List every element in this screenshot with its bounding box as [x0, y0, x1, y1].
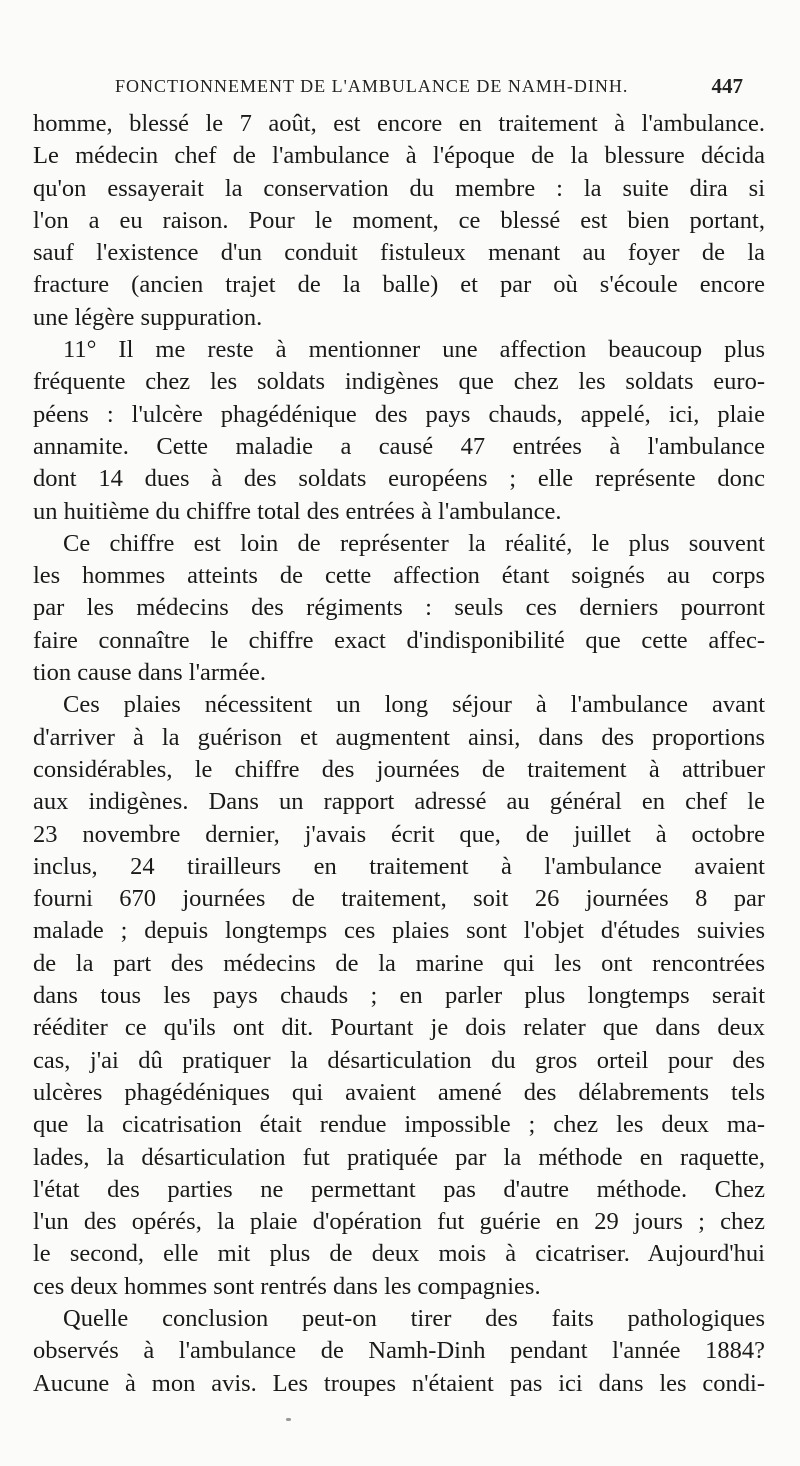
text-line: d'arriver à la guérison et augmentent ainsi, dans des proportions: [33, 723, 765, 751]
text-line: tion cause dans l'armée.: [33, 659, 266, 687]
text-line: une légère suppuration.: [33, 303, 263, 331]
text-line: de la part des médecins de la marine qui les ont rencontrées: [33, 949, 765, 977]
text-line: aux indigènes. Dans un rapport adressé au général en chef le: [33, 788, 765, 816]
text-line: ulcères phagédéniques qui avaient amené des délabrements tels: [33, 1078, 765, 1106]
text-line: Ce chiffre est loin de représenter la réalité, le plus souvent: [63, 529, 765, 557]
running-title: FONCTIONNEMENT DE L'AMBULANCE DE NAMH-DINH.: [115, 76, 629, 96]
text-line: un huitième du chiffre total des entrées à l'ambulance.: [33, 497, 562, 525]
text-line: Quelle conclusion peut-on tirer des faits pathologiques: [63, 1304, 765, 1332]
text-line: cas, j'ai dû pratiquer la désarticulation du gros orteil pour des: [33, 1046, 765, 1074]
page-header: [33, 72, 743, 106]
text-line: observés à l'ambulance de Namh-Dinh pendant l'année 1884?: [33, 1337, 765, 1365]
text-line: homme, blessé le 7 août, est encore en traitement à l'ambulance.: [33, 110, 765, 137]
text-line: malade ; depuis longtemps ces plaies sont l'objet d'études suivies: [33, 917, 765, 945]
text-line: lades, la désarticulation fut pratiquée par la méthode en raquette,: [33, 1143, 765, 1171]
page-number: 447: [711, 74, 743, 98]
text-line: rééditer ce qu'ils ont dit. Pourtant je dois relater que dans deux: [33, 1014, 765, 1042]
text-line: 11° Il me reste à mentionner une affection beaucoup plus: [63, 336, 765, 364]
text-line: considérables, le chiffre des journées de traitement à attribuer: [33, 755, 765, 783]
text-line: fréquente chez les soldats indigènes que chez les soldats euro-: [33, 368, 765, 396]
text-line: l'état des parties ne permettant pas d'autre méthode. Chez: [33, 1175, 765, 1203]
text-line: par les médecins des régiments : seuls ces derniers pourront: [33, 594, 765, 622]
text-line: que la cicatrisation était rendue impossible ; chez les deux ma-: [33, 1111, 765, 1139]
text-line: inclus, 24 tirailleurs en traitement à l'ambulance avaient: [33, 852, 765, 880]
text-line: l'on a eu raison. Pour le moment, ce blessé est bien portant,: [33, 206, 765, 234]
text-line: le second, elle mit plus de deux mois à cicatriser. Aujourd'hui: [33, 1240, 765, 1268]
text-line: dans tous les pays chauds ; en parler plus longtemps serait: [33, 982, 765, 1010]
text-line: ces deux hommes sont rentrés dans les compagnies.: [33, 1272, 541, 1300]
text-line: 23 novembre dernier, j'avais écrit que, de juillet à octobre: [33, 820, 765, 848]
text-line: Le médecin chef de l'ambulance à l'époque de la blessure décida: [33, 142, 765, 170]
text-line: faire connaître le chiffre exact d'indisponibilité que cette affec-: [33, 626, 765, 654]
body-text: [33, 108, 765, 1400]
text-line: fracture (ancien trajet de la balle) et par où s'écoule encore: [33, 271, 765, 299]
text-line: dont 14 dues à des soldats européens ; elle représente donc: [33, 465, 765, 493]
text-line: Aucune à mon avis. Les troupes n'étaient pas ici dans les condi-: [33, 1369, 765, 1397]
text-line: péens : l'ulcère phagédénique des pays chauds, appelé, ici, plaie: [33, 400, 765, 428]
text-line: qu'on essayerait la conservation du membre : la suite dira si: [33, 174, 765, 202]
text-line: annamite. Cette maladie a causé 47 entrées à l'ambulance: [33, 432, 765, 460]
text-line: Ces plaies nécessitent un long séjour à l'ambulance avant: [63, 691, 765, 719]
text-line: sauf l'existence d'un conduit fistuleux menant au foyer de la: [33, 239, 765, 267]
text-line: les hommes atteints de cette affection étant soignés au corps: [33, 562, 765, 590]
text-line: fourni 670 journées de traitement, soit 26 journées 8 par: [33, 885, 765, 913]
print-speck: [286, 1418, 291, 1421]
text-line: l'un des opérés, la plaie d'opération fut guérie en 29 jours ; chez: [33, 1208, 765, 1236]
